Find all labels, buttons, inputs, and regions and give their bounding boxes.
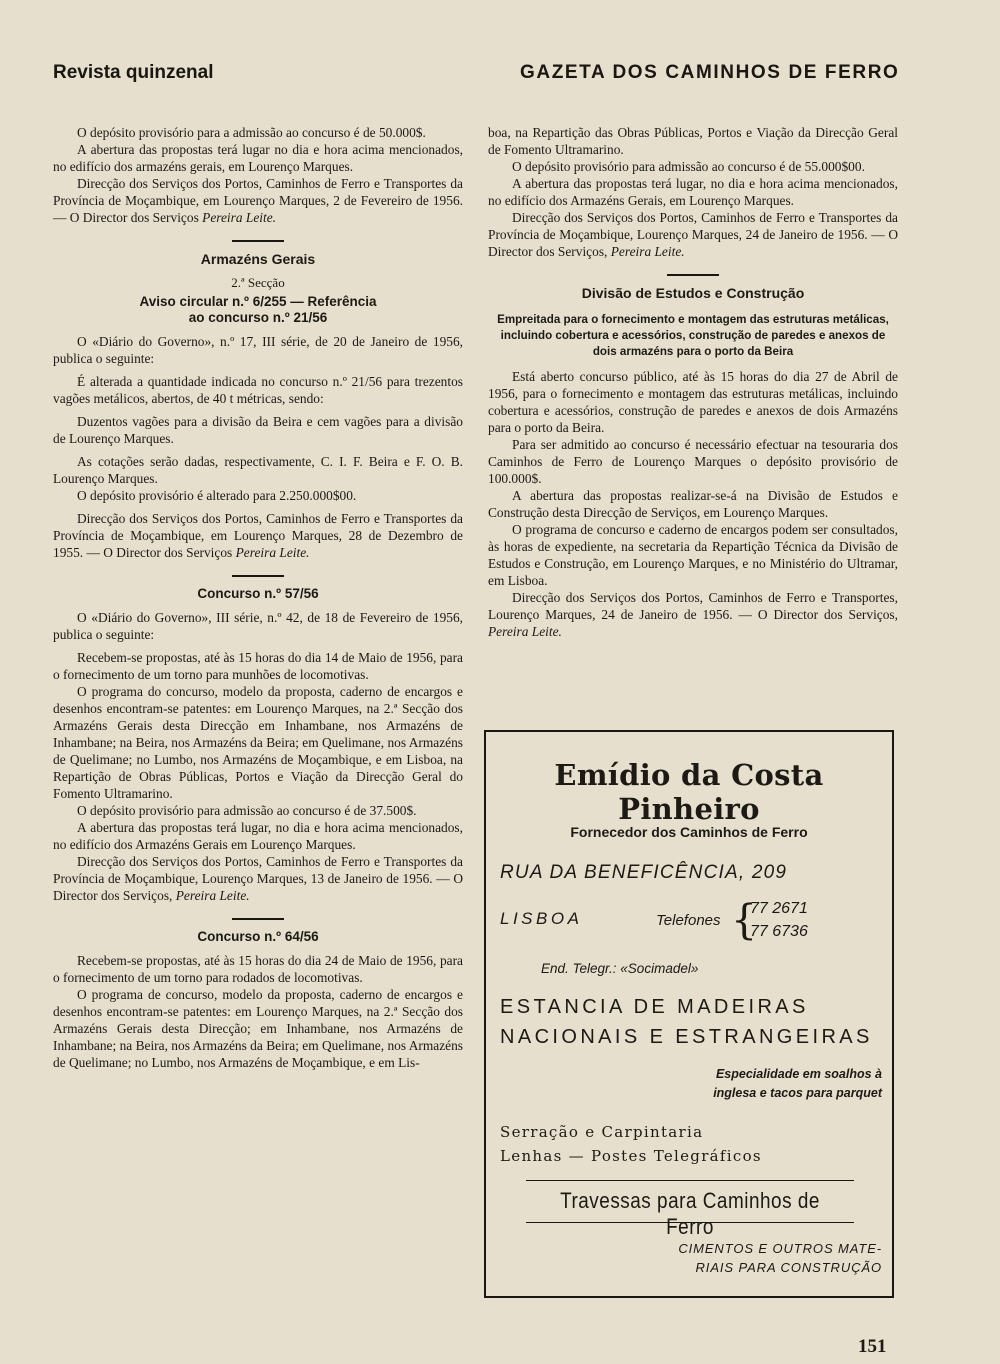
advert-city: LISBOA — [500, 909, 583, 928]
paragraph: O programa do concurso, modelo da proposta, caderno de encargos e desenhos encontram-se patentes: em Lourenço Marques, na 2.ª Secção dos Armazéns Gerais desta Direcção em Inhambane, nos Armazéns de Inhambane; na Beira, nos Armazéns da Beira; em Quelimane, nos Armazéns de Quelimane; no Lumbo, nos Armazéns de Moçambique, e em Lisboa, na Repartição de Obras Públicas, Portos e Viação da Direcção Geral do Fomento Ultramarino. — [53, 684, 463, 801]
advert-supplier: Fornecedor dos Caminhos de Ferro — [570, 824, 808, 840]
brace-glyph: { — [731, 896, 758, 944]
signature: Pereira Leite. — [175, 888, 250, 903]
contest-64-title: Concurso n.º 64/56 — [197, 929, 319, 944]
advert-street: RUA DA BENEFICÊNCIA, 209 — [500, 862, 788, 883]
division-title: Divisão de Estudos e Construção — [581, 285, 805, 301]
paragraph: Recebem-se propostas, até às 15 horas do dia 24 de Maio de 1956, para o fornecimento de um torno para rodados de locomotivas. — [53, 953, 463, 985]
divider — [232, 240, 284, 242]
header-left: Revista quinzenal — [53, 62, 214, 83]
paragraph: Direcção dos Serviços dos Portos, Caminhos de Ferro e Transportes da Província de Moçambique, em Lourenço Marques, 2 de Fevereiro de 1956. — O Director dos Serviços Pereira Leite. — [53, 176, 463, 225]
advert-speciality: Especialidade em soalhos à inglesa e tacos para parquet — [713, 1067, 882, 1100]
advert-estancia-line-2: NACIONAIS E ESTRANGEIRAS — [500, 1026, 873, 1048]
advert-sawmill: Serração e Carpintaria Lenhas — Postes Telegráficos — [500, 1123, 762, 1165]
paragraph: Direcção dos Serviços dos Portos, Caminhos de Ferro e Transportes da Província de Moçambique, em Lourenço Marques, 28 de Dezembro de 1955. — O Director dos Serviços Pereira Leite. — [53, 511, 463, 560]
paragraph: Para ser admitido ao concurso é necessário efectuar na tesouraria dos Caminhos de Ferro de Lourenço Marques o depósito provisório de 100.000$. — [488, 437, 898, 486]
right-column — [488, 124, 898, 640]
contract-lead: Empreitada para o fornecimento e montagem das estruturas metálicas, incluindo cobertura e acessórios, construção de paredes e anexos de dois armazéns para o porto da Beira — [497, 313, 889, 358]
advert-phone-1: 77 2671 — [750, 900, 808, 917]
signature: Pereira Leite. — [610, 244, 685, 259]
divider — [667, 274, 719, 276]
paragraph: O programa de concurso, modelo da proposta, caderno de encargos e desenhos encontram-se patentes: em Lourenço Marques, na 2.ª Secção dos Armazéns Gerais desta Direcção; em Inhambane, nos Armazéns de Inhambane; na Beira, nos Armazéns da Beira; em Quelimane, nos Armazéns de Quelimane; no Lumbo, nos Armazéns de Moçambique, e em Lis- — [53, 987, 463, 1070]
paragraph: O depósito provisório para admissão ao concurso é de 37.500$. — [77, 803, 417, 818]
paragraph: A abertura das propostas terá lugar, no dia e hora acima mencionados, no edifício dos Armazéns Gerais, em Lourenço Marques. — [488, 176, 898, 208]
page-number: 151 — [858, 1336, 887, 1357]
paragraph: A abertura das propostas terá lugar, no dia e hora acima mencionados, no edifício dos Armazéns Gerais em Lourenço Marques. — [53, 820, 463, 852]
paragraph: O «Diário do Governo», III série, n.º 42, de 18 de Fevereiro de 1956, publica o seguinte: — [53, 610, 463, 642]
paragraph: Está aberto concurso público, até às 15 horas do dia 27 de Abril de 1956, para o fornecimento e montagem das estruturas metálicas, incluindo cobertura e acessórios, construção de paredes e anexos de dois Armazéns para o porto da Beira. — [488, 369, 898, 435]
paragraph: Direcção dos Serviços dos Portos, Caminhos de Ferro e Transportes da Província de Moçambique, Lourenço Marques, 24 de Janeiro de 1956. — O Director dos Serviços, Pereira Leite. — [488, 210, 898, 259]
advert-cements: CIMENTOS E OUTROS MATE- RIAIS PARA CONSTRUÇÃO — [678, 1241, 882, 1275]
left-column — [53, 124, 463, 1071]
advert-estancia-line-1: ESTANCIA DE MADEIRAS — [500, 996, 809, 1018]
advert-rule-top — [526, 1180, 854, 1181]
paragraph: boa, na Repartição das Obras Públicas, Portos e Viação da Direcção Geral de Fomento Ultramarino. — [488, 125, 898, 157]
paragraph: O depósito provisório é alterado para 2.250.000$00. — [77, 488, 357, 503]
paragraph: O depósito provisório para admissão ao concurso é de 55.000$00. — [512, 159, 865, 174]
paragraph: Direcção dos Serviços dos Portos, Caminhos de Ferro e Transportes da Província de Moçambique, Lourenço Marques, 13 de Janeiro de 1956. — O Director dos Serviços, Pereira Leite. — [53, 854, 463, 903]
divider — [232, 575, 284, 577]
signature: Pereira Leite. — [235, 545, 310, 560]
paragraph: As cotações serão dadas, respectivamente, C. I. F. Beira e F. O. B. Lourenço Marques. — [53, 454, 463, 486]
paragraph: Recebem-se propostas, até às 15 horas do dia 14 de Maio de 1956, para o fornecimento de um torno para munhões de locomotivas. — [53, 650, 463, 682]
paragraph: O depósito provisório para a admissão ao concurso é de 50.000$. — [77, 125, 426, 140]
advert-phone-2: 77 6736 — [750, 923, 808, 940]
advert-phones-label: Telefones — [656, 912, 721, 929]
paragraph: Duzentos vagões para a divisão da Beira e cem vagões para a divisão de Lourenço Marques. — [53, 414, 463, 446]
advert-sleepers: Travessas para Caminhos de Ferro — [560, 1188, 820, 1239]
paragraph: Direcção dos Serviços dos Portos, Caminhos de Ferro e Transportes, Lourenço Marques, 24 de Janeiro de 1956. — O Director dos Serviços, Pereira Leite. — [488, 590, 898, 639]
divider — [232, 918, 284, 920]
signature: Pereira Leite. — [202, 210, 277, 225]
section-title: Armazéns Gerais — [200, 251, 316, 267]
contest-57-title: Concurso n.º 57/56 — [197, 586, 319, 601]
paragraph: O «Diário do Governo», n.º 17, III série, de 20 de Janeiro de 1956, publica o seguinte: — [53, 334, 463, 366]
paragraph: A abertura das propostas realizar-se-á na Divisão de Estudos e Construção desta Direcção de Serviços, em Lourenço Marques. — [488, 488, 898, 520]
advert-rule-bottom — [526, 1222, 854, 1223]
advertisement-box — [484, 730, 894, 1298]
notice-title: Aviso circular n.º 6/255 — Referência ao concurso n.º 21/56 — [139, 294, 377, 325]
paragraph: A abertura das propostas terá lugar no dia e hora acima mencionados, no edifício dos armazéns gerais, em Lourenço Marques. — [53, 142, 463, 174]
advert-telegraph: End. Telegr.: «Socimadel» — [541, 961, 699, 976]
signature: Pereira Leite. — [488, 624, 562, 639]
paragraph: O programa de concurso e caderno de encargos podem ser consultados, às horas de expediente, na secretaria da Repartição Técnica da Divisão de Estudos e Construção, em Lourenço Marques, e no Ministério do Ultramar, em Lisboa. — [488, 522, 898, 588]
section-subtitle: 2.ª Secção — [231, 275, 285, 290]
advert-company-name: Emídio da Costa Pinheiro — [554, 758, 824, 826]
paragraph: É alterada a quantidade indicada no concurso n.º 21/56 para trezentos vagões metálicos, abertos, de 40 t métricas, sendo: — [53, 374, 463, 406]
header-right: GAZETA DOS CAMINHOS DE FERRO — [520, 62, 900, 83]
